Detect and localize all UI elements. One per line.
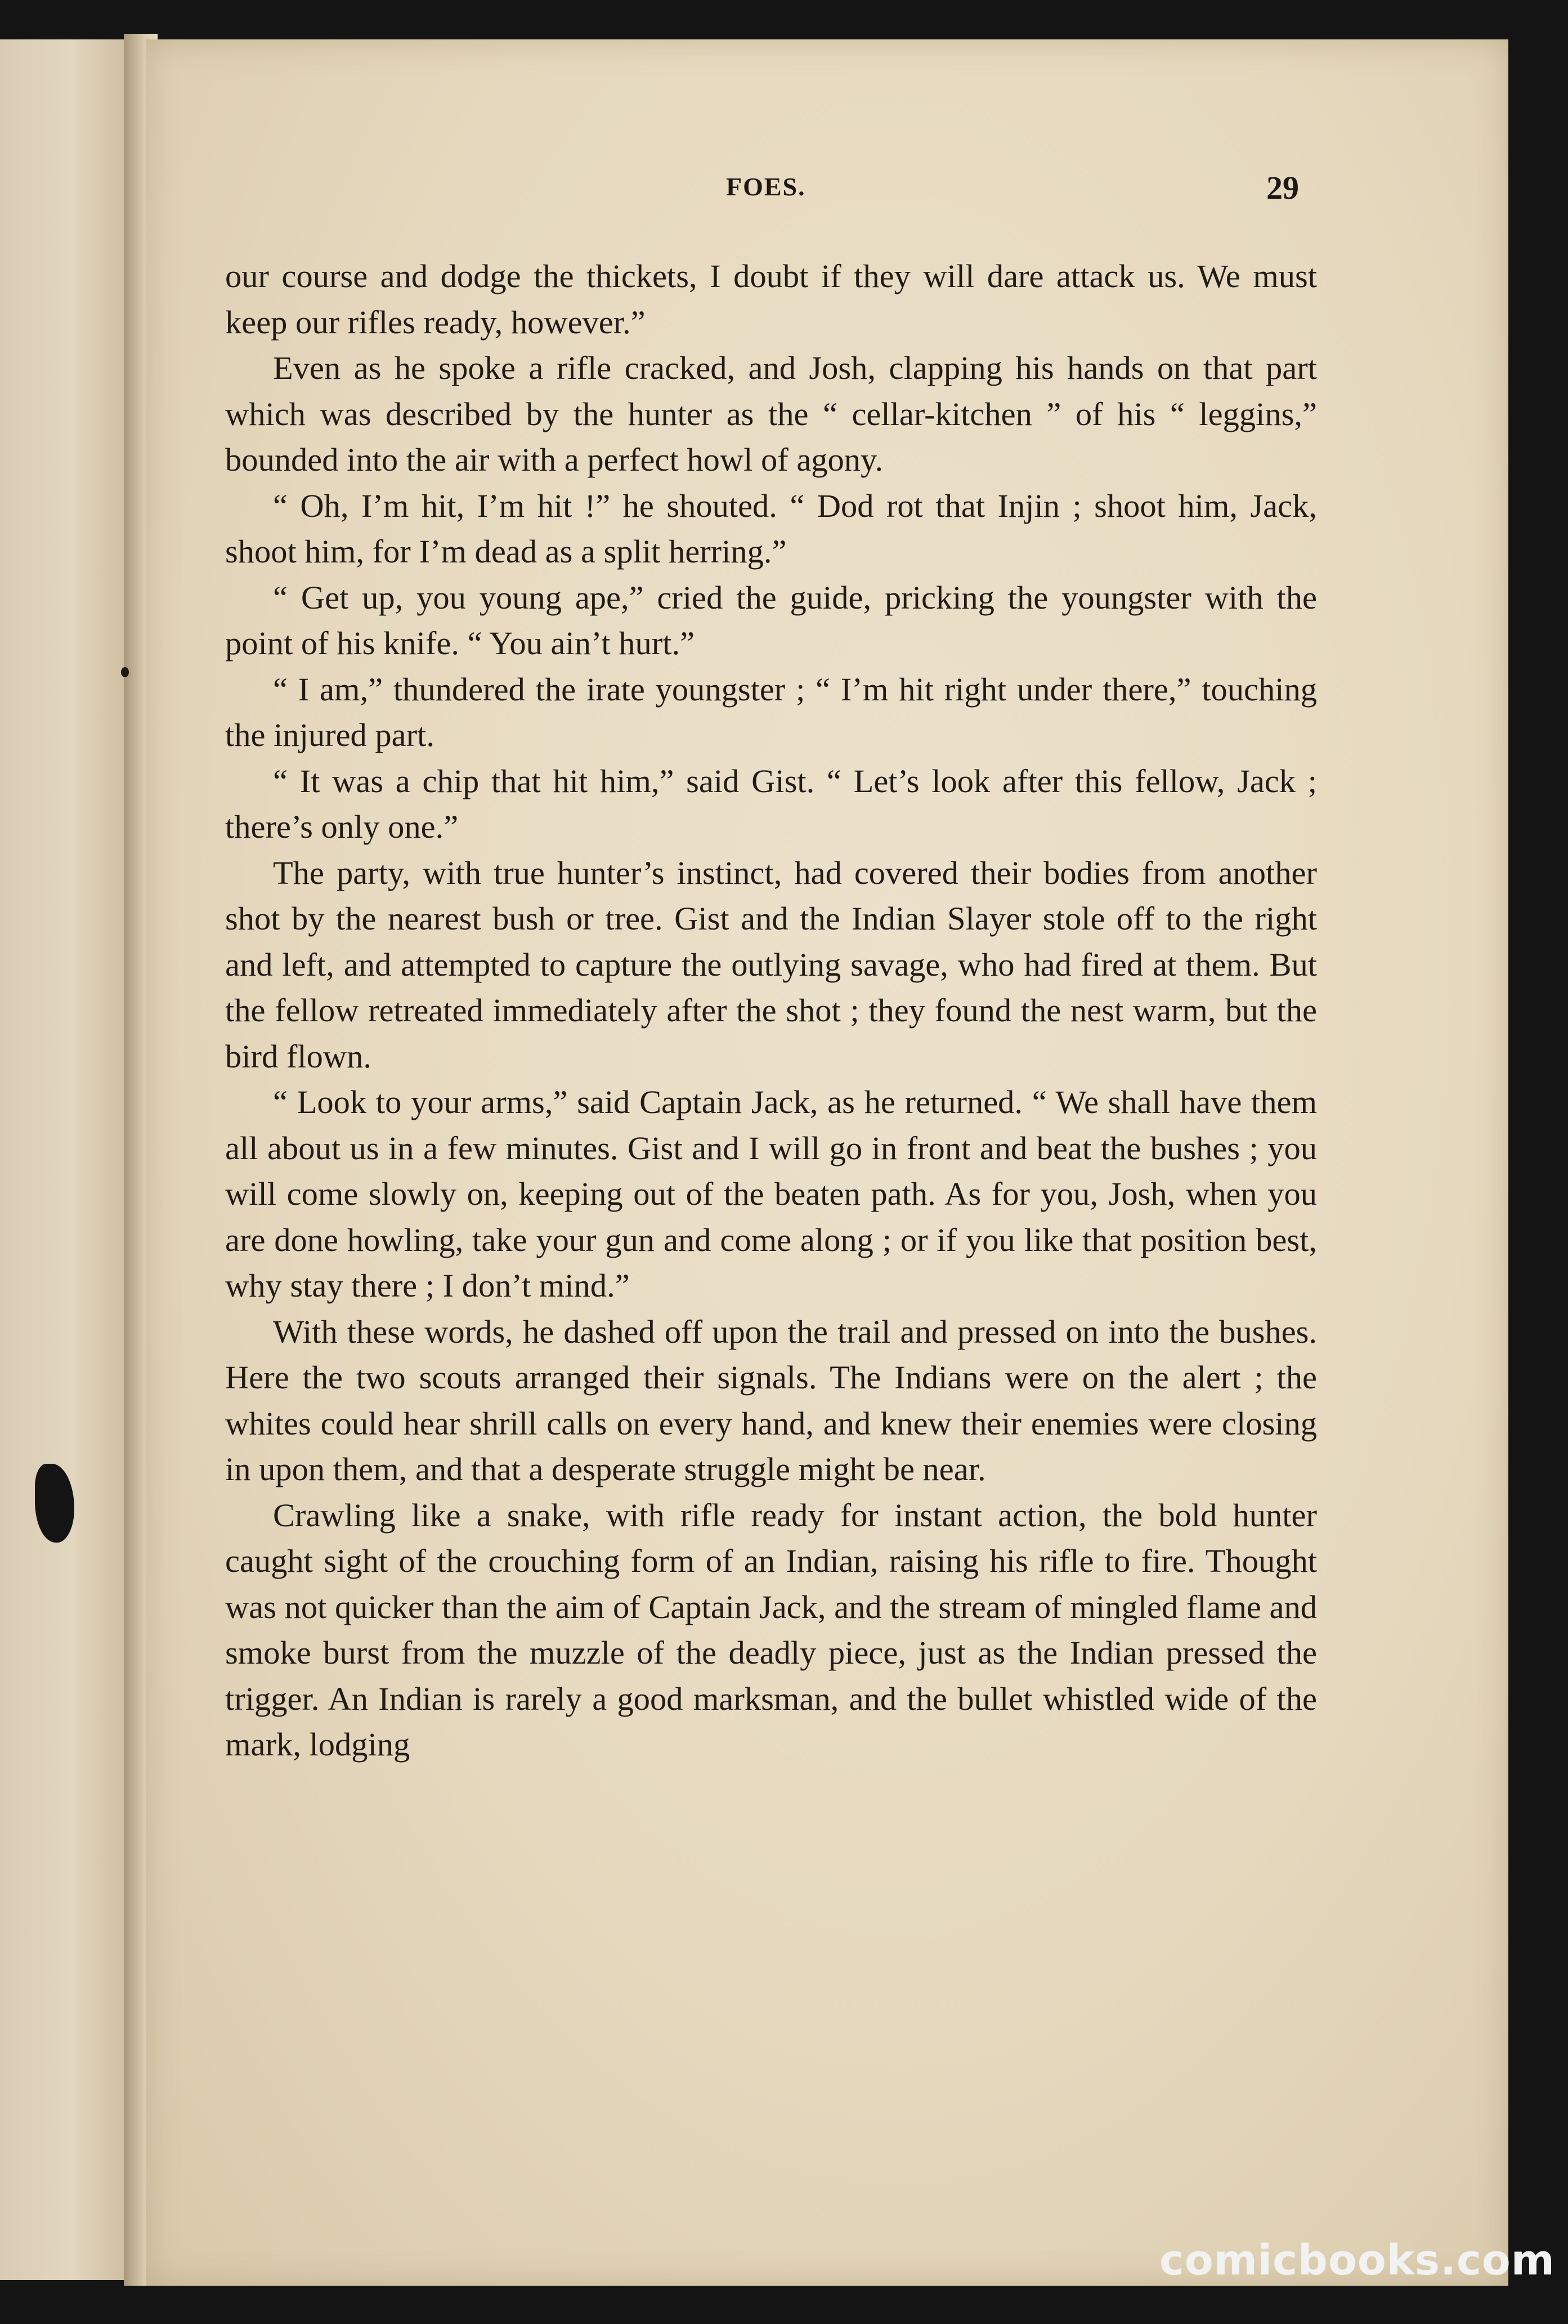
page-number: 29 [1266, 169, 1299, 206]
paragraph: Crawling like a snake, with rifle ready for instant action, the bold hunter caught sight of the crouching form of an Indian, raising his rifle to fire. Thought was not quicker than the aim of Captain Jack, and the stream of mingled flame and smoke burst from the muzzle of the deadly piece, just as the Indian pressed the trigger. An Indian is rarely a good marksman, and the bullet whistled wide of the mark, lodging [225, 1496, 1317, 1763]
paragraph: our course and dodge the thickets, I doubt if they will dare attack us. We must keep our rifles ready, however.” [225, 258, 1317, 341]
paragraph: “ It was a chip that hit him,” said Gist. “ Let’s look after this fellow, Jack ; there’s only one.” [225, 762, 1317, 845]
running-title: FOES. [726, 172, 806, 201]
paragraph: Even as he spoke a rifle cracked, and Josh, clapping his hands on that part which was described by the hunter as the “ cellar-kitchen ” of his “ leggins,” bounded into the air with a perfect howl of agony. [225, 350, 1317, 478]
paragraph: “ Get up, you young ape,” cried the guide, pricking the youngster with the point of his knife. “ You ain’t hurt.” [225, 579, 1317, 662]
paragraph: With these words, he dashed off upon the trail and pressed on into the bushes. Here the two scouts arranged their signals. The Indians were on the alert ; the whites could hear shrill calls on every hand, and knew their enemies were closing in upon them, and that a desperate struggle might be near. [225, 1313, 1317, 1487]
paragraph: “ I am,” thundered the irate youngster ; “ I’m hit right under there,” touching the injured part. [225, 671, 1317, 753]
paragraph: The party, with true hunter’s instinct, had covered their bodies from another shot by the nearest bush or tree. Gist and the Indian Slayer stole off to the right and left, and attempted to capture the outlying savage, who had fired at them. But the fellow retreated immediately after the shot ; they found the nest warm, but the bird flown. [225, 854, 1317, 1075]
ink-blot [121, 667, 129, 677]
paragraph: “ Oh, I’m hit, I’m hit !” he shouted. “ Dod rot that Injin ; shoot him, Jack, shoot him, for I’m dead as a split herring.” [225, 487, 1317, 570]
page-body [225, 253, 1317, 1768]
facing-page-edge [0, 39, 133, 2280]
site-watermark: comicbooks.com [1159, 2236, 1555, 2285]
paragraph: “ Look to your arms,” said Captain Jack, as he returned. “ We shall have them all about us in a few minutes. Gist and I will go in front and beat the bushes ; you will come slowly on, keeping out of the beaten path. As for you, Josh, when you are done howling, take your gun and come along ; or if you like that position best, why stay there ; I don’t mind.” [225, 1084, 1317, 1304]
